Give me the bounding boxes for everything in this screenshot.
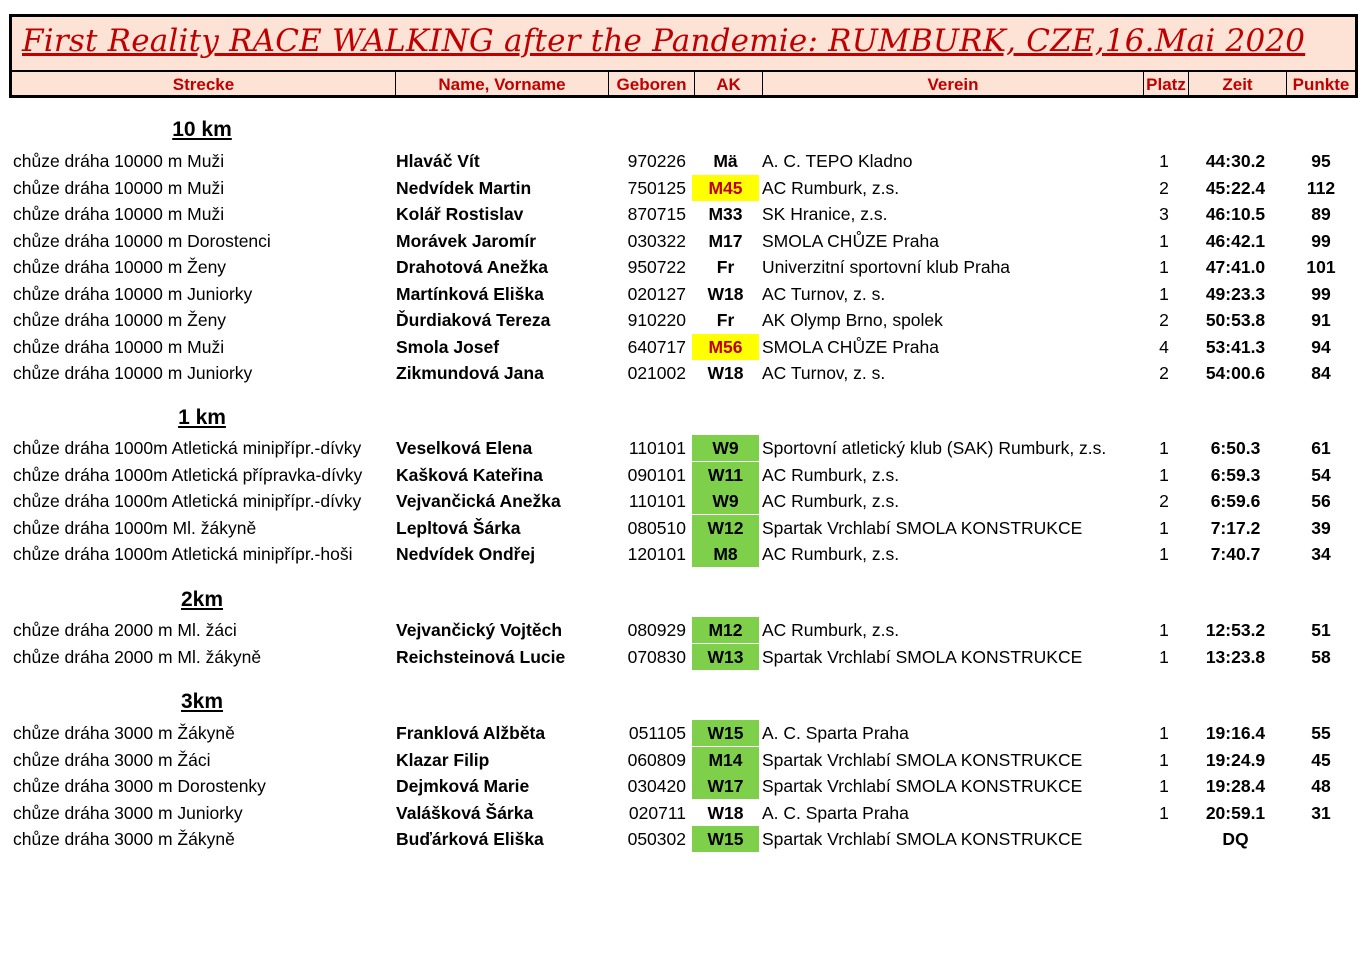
verein-cell: SMOLA CHŮZE Praha	[762, 230, 939, 251]
table-row	[0, 360, 1367, 386]
section-heading: 10 km	[172, 118, 232, 141]
platz-cell: 1	[1159, 230, 1169, 251]
platz-cell: 1	[1159, 438, 1169, 458]
strecke-cell: chůze dráha 10000 m Ženy	[13, 310, 227, 330]
verein-cell: SK Hranice, z.s.	[762, 204, 888, 224]
platz-cell: 2	[1159, 363, 1169, 383]
verein-cell: AC Rumburk, z.s.	[762, 177, 900, 198]
geboren-cell: 950722	[627, 257, 686, 277]
punkte-cell: 99	[1311, 230, 1331, 251]
geboren-cell: 110101	[628, 438, 686, 458]
zeit-cell: 6:50.3	[1210, 438, 1261, 458]
section-heading: 2km	[180, 588, 224, 611]
table-row	[0, 307, 1367, 333]
verein-cell: A. C. Sparta Praha	[762, 802, 909, 823]
verein-cell: Spartak Vrchlabí SMOLA KONSTRUKCE	[762, 749, 1083, 770]
verein-cell: Spartak Vrchlabí SMOLA KONSTRUKCE	[762, 776, 1083, 796]
strecke-cell: chůze dráha 10000 m Muži	[13, 177, 225, 198]
verein-cell: A. C. Sparta Praha	[762, 723, 909, 743]
platz-cell: 4	[1159, 336, 1169, 357]
header-ak: AK	[694, 72, 762, 98]
ak-cell: M17	[708, 230, 743, 251]
platz-cell: 2	[1159, 491, 1169, 511]
table-row	[0, 800, 1367, 826]
platz-cell: 1	[1159, 544, 1169, 564]
ak-cell: M8	[692, 541, 759, 567]
header-geboren: Geboren	[608, 72, 694, 98]
zeit-cell: DQ	[1222, 829, 1249, 849]
platz-cell: 1	[1159, 151, 1169, 171]
strecke-cell: chůze dráha 10000 m Muži	[13, 151, 225, 171]
name-cell: Franklová Alžběta	[396, 723, 546, 743]
strecke-cell: chůze dráha 1000m Ml. žákyně	[13, 517, 257, 538]
platz-cell: 1	[1159, 749, 1169, 770]
name-cell: Smola Josef	[396, 336, 500, 357]
zeit-cell: 6:59.6	[1210, 491, 1261, 511]
name-cell: Hlaváč Vít	[396, 151, 480, 171]
zeit-cell: 7:17.2	[1210, 517, 1261, 538]
verein-cell: AC Rumburk, z.s.	[762, 544, 900, 564]
strecke-cell: chůze dráha 3000 m Dorostenky	[13, 776, 266, 796]
table-row	[0, 747, 1367, 773]
geboren-cell: 021002	[627, 363, 686, 383]
title-header-box	[9, 14, 1358, 98]
ak-cell: M14	[692, 747, 759, 773]
name-cell: Drahotová Anežka	[396, 257, 549, 277]
table-row	[0, 334, 1367, 360]
table-row	[0, 644, 1367, 670]
zeit-cell: 44:30.2	[1205, 151, 1266, 171]
strecke-cell: chůze dráha 3000 m Žáci	[13, 749, 211, 770]
name-cell: Reichsteinová Lucie	[396, 646, 566, 667]
name-cell: Zikmundová Jana	[396, 363, 544, 383]
punkte-cell: 39	[1311, 517, 1331, 538]
strecke-cell: chůze dráha 2000 m Ml. žákyně	[13, 646, 262, 667]
platz-cell: 1	[1159, 802, 1169, 823]
verein-cell: Spartak Vrchlabí SMOLA KONSTRUKCE	[762, 517, 1083, 538]
zeit-cell: 19:16.4	[1205, 723, 1266, 743]
zeit-cell: 47:41.0	[1205, 257, 1266, 277]
zeit-cell: 49:23.3	[1205, 283, 1266, 304]
punkte-cell: 61	[1311, 438, 1331, 458]
zeit-cell: 53:41.3	[1205, 336, 1266, 357]
punkte-cell: 94	[1311, 336, 1331, 357]
punkte-cell: 99	[1311, 283, 1331, 304]
geboren-cell: 090101	[627, 464, 686, 485]
ak-cell: W15	[692, 720, 759, 746]
ak-cell: W11	[692, 462, 759, 488]
table-row	[0, 541, 1367, 567]
ak-cell: W17	[692, 773, 759, 799]
geboren-cell: 030420	[627, 776, 686, 796]
geboren-cell: 051105	[628, 723, 686, 743]
section-heading: 3km	[180, 690, 224, 713]
geboren-cell: 120101	[627, 544, 686, 564]
table-row	[0, 201, 1367, 227]
name-cell: Vejvančický Vojtěch	[396, 620, 563, 640]
geboren-cell: 870715	[627, 204, 686, 224]
strecke-cell: chůze dráha 10000 m Ženy	[13, 257, 227, 277]
table-row	[0, 254, 1367, 280]
table-row	[0, 515, 1367, 541]
platz-cell: 2	[1159, 310, 1169, 330]
table-row	[0, 462, 1367, 488]
verein-cell: Sportovní atletický klub (SAK) Rumburk, z.s.	[762, 438, 1107, 458]
zeit-cell: 45:22.4	[1205, 177, 1266, 198]
ak-cell: W18	[707, 802, 744, 823]
platz-cell: 1	[1159, 464, 1169, 485]
zeit-cell: 54:00.6	[1205, 363, 1266, 383]
name-cell: Veselková Elena	[396, 438, 533, 458]
ak-cell: W18	[707, 363, 744, 383]
zeit-cell: 19:28.4	[1205, 776, 1266, 796]
verein-cell: AK Olymp Brno, spolek	[762, 310, 943, 330]
punkte-cell: 91	[1311, 310, 1331, 330]
zeit-cell: 6:59.3	[1210, 464, 1261, 485]
strecke-cell: chůze dráha 1000m Atletická minipřípr.-dívky	[13, 438, 362, 458]
zeit-cell: 46:42.1	[1205, 230, 1266, 251]
strecke-cell: chůze dráha 10000 m Muži	[13, 204, 225, 224]
name-cell: Ďurdiaková Tereza	[396, 310, 551, 330]
table-row	[0, 488, 1367, 514]
platz-cell: 3	[1159, 204, 1169, 224]
name-cell: Vejvančická Anežka	[396, 491, 561, 511]
zeit-cell: 13:23.8	[1205, 646, 1266, 667]
table-row	[0, 228, 1367, 254]
strecke-cell: chůze dráha 10000 m Muži	[13, 336, 225, 357]
punkte-cell: 89	[1311, 204, 1331, 224]
geboren-cell: 020711	[628, 802, 686, 823]
section-heading: 1 km	[178, 406, 226, 429]
geboren-cell: 020127	[627, 283, 686, 304]
punkte-cell: 95	[1311, 151, 1331, 171]
punkte-cell: 48	[1311, 776, 1331, 796]
geboren-cell: 070830	[627, 646, 686, 667]
punkte-cell: 84	[1311, 363, 1331, 383]
platz-cell: 1	[1159, 257, 1169, 277]
strecke-cell: chůze dráha 3000 m Žákyně	[13, 723, 235, 743]
platz-cell: 2	[1159, 177, 1169, 198]
punkte-cell: 54	[1311, 464, 1331, 485]
strecke-cell: chůze dráha 1000m Atletická přípravka-dívky	[13, 464, 363, 485]
ak-cell: Fr	[716, 310, 735, 330]
punkte-cell	[1286, 826, 1356, 852]
verein-cell: Spartak Vrchlabí SMOLA KONSTRUKCE	[762, 829, 1083, 849]
geboren-cell: 910220	[627, 310, 686, 330]
punkte-cell: 56	[1311, 491, 1331, 511]
table-row	[0, 281, 1367, 307]
punkte-cell: 112	[1306, 177, 1336, 198]
header-zeit: Zeit	[1188, 72, 1286, 98]
geboren-cell: 030322	[627, 230, 686, 251]
strecke-cell: chůze dráha 1000m Atletická minipřípr.-dívky	[13, 491, 362, 511]
table-row	[0, 826, 1367, 852]
verein-cell: Spartak Vrchlabí SMOLA KONSTRUKCE	[762, 646, 1083, 667]
punkte-cell: 101	[1306, 257, 1336, 277]
header-platz: Platz	[1143, 72, 1188, 98]
verein-cell: AC Rumburk, z.s.	[762, 620, 900, 640]
verein-cell: A. C. TEPO Kladno	[762, 151, 913, 171]
platz-cell: 1	[1159, 723, 1169, 743]
punkte-cell: 51	[1311, 620, 1331, 640]
name-cell: Nedvídek Ondřej	[396, 544, 536, 564]
geboren-cell: 050302	[627, 829, 686, 849]
table-row	[0, 175, 1367, 201]
geboren-cell: 110101	[628, 491, 686, 511]
name-cell: Buďárková Eliška	[396, 829, 544, 849]
ak-cell: W9	[692, 435, 759, 461]
zeit-cell: 12:53.2	[1205, 620, 1266, 640]
platz-cell: 1	[1159, 283, 1169, 304]
verein-cell: AC Turnov, z. s.	[762, 283, 886, 304]
zeit-cell: 50:53.8	[1205, 310, 1266, 330]
table-row	[0, 720, 1367, 746]
geboren-cell: 060809	[627, 749, 686, 770]
platz-cell	[1143, 826, 1185, 852]
strecke-cell: chůze dráha 10000 m Juniorky	[13, 283, 253, 304]
platz-cell: 1	[1159, 776, 1169, 796]
geboren-cell: 080929	[627, 620, 686, 640]
geboren-cell: 750125	[627, 177, 686, 198]
strecke-cell: chůze dráha 10000 m Dorostenci	[13, 230, 271, 251]
ak-cell: M45	[692, 175, 759, 201]
header-name: Name, Vorname	[395, 72, 608, 98]
verein-cell: AC Rumburk, z.s.	[762, 491, 900, 511]
platz-cell: 1	[1159, 517, 1169, 538]
platz-cell: 1	[1159, 620, 1169, 640]
geboren-cell: 640717	[627, 336, 686, 357]
verein-cell: AC Rumburk, z.s.	[762, 464, 900, 485]
name-cell: Kolář Rostislav	[396, 204, 524, 224]
strecke-cell: chůze dráha 2000 m Ml. žáci	[13, 620, 237, 640]
ak-cell: M12	[692, 617, 759, 643]
name-cell: Dejmková Marie	[396, 776, 530, 796]
header-strecke: Strecke	[172, 75, 235, 94]
header-verein: Verein	[762, 72, 1143, 98]
geboren-cell: 970226	[627, 151, 686, 171]
ak-cell: M33	[708, 204, 743, 224]
platz-cell: 1	[1159, 646, 1169, 667]
name-cell: Valášková Šárka	[396, 802, 534, 823]
table-row	[0, 148, 1367, 174]
zeit-cell: 46:10.5	[1205, 204, 1266, 224]
punkte-cell: 58	[1311, 646, 1331, 667]
name-cell: Klazar Filip	[396, 749, 490, 770]
ak-cell: W13	[692, 644, 759, 670]
punkte-cell: 55	[1311, 723, 1331, 743]
ak-cell: Mä	[713, 151, 738, 171]
strecke-cell: chůze dráha 10000 m Juniorky	[13, 363, 253, 383]
ak-cell: W18	[707, 283, 744, 304]
verein-cell: SMOLA CHŮZE Praha	[762, 336, 939, 357]
zeit-cell: 20:59.1	[1205, 802, 1266, 823]
zeit-cell: 19:24.9	[1205, 749, 1266, 770]
verein-cell: AC Turnov, z. s.	[762, 363, 886, 383]
ak-cell: M56	[692, 334, 759, 360]
name-cell: Kašková Kateřina	[396, 464, 543, 485]
strecke-cell: chůze dráha 1000m Atletická minipřípr.-hoši	[13, 544, 353, 564]
geboren-cell: 080510	[627, 517, 686, 538]
name-cell: Lepltová Šárka	[396, 517, 521, 538]
punkte-cell: 34	[1311, 544, 1331, 564]
name-cell: Morávek Jaromír	[396, 230, 537, 251]
strecke-cell: chůze dráha 3000 m Juniorky	[13, 802, 243, 823]
strecke-cell: chůze dráha 3000 m Žákyně	[13, 829, 235, 849]
name-cell: Martínková Eliška	[396, 283, 544, 304]
name-cell: Nedvídek Martin	[396, 177, 532, 198]
ak-cell: Fr	[716, 257, 735, 277]
ak-cell: W15	[692, 826, 759, 852]
column-header-row	[12, 70, 1355, 98]
punkte-cell: 45	[1311, 749, 1331, 770]
verein-cell: Univerzitní sportovní klub Praha	[762, 257, 1011, 277]
header-punkte: Punkte	[1286, 72, 1355, 98]
zeit-cell: 7:40.7	[1210, 544, 1261, 564]
table-row	[0, 617, 1367, 643]
table-row	[0, 435, 1367, 461]
ak-cell: W9	[692, 488, 759, 514]
table-row	[0, 773, 1367, 799]
page-title: First Reality RACE WALKING after the Pandemie: RUMBURK, CZE,16.Mai 2020	[22, 23, 1306, 59]
ak-cell: W12	[692, 515, 759, 541]
punkte-cell: 31	[1311, 802, 1331, 823]
